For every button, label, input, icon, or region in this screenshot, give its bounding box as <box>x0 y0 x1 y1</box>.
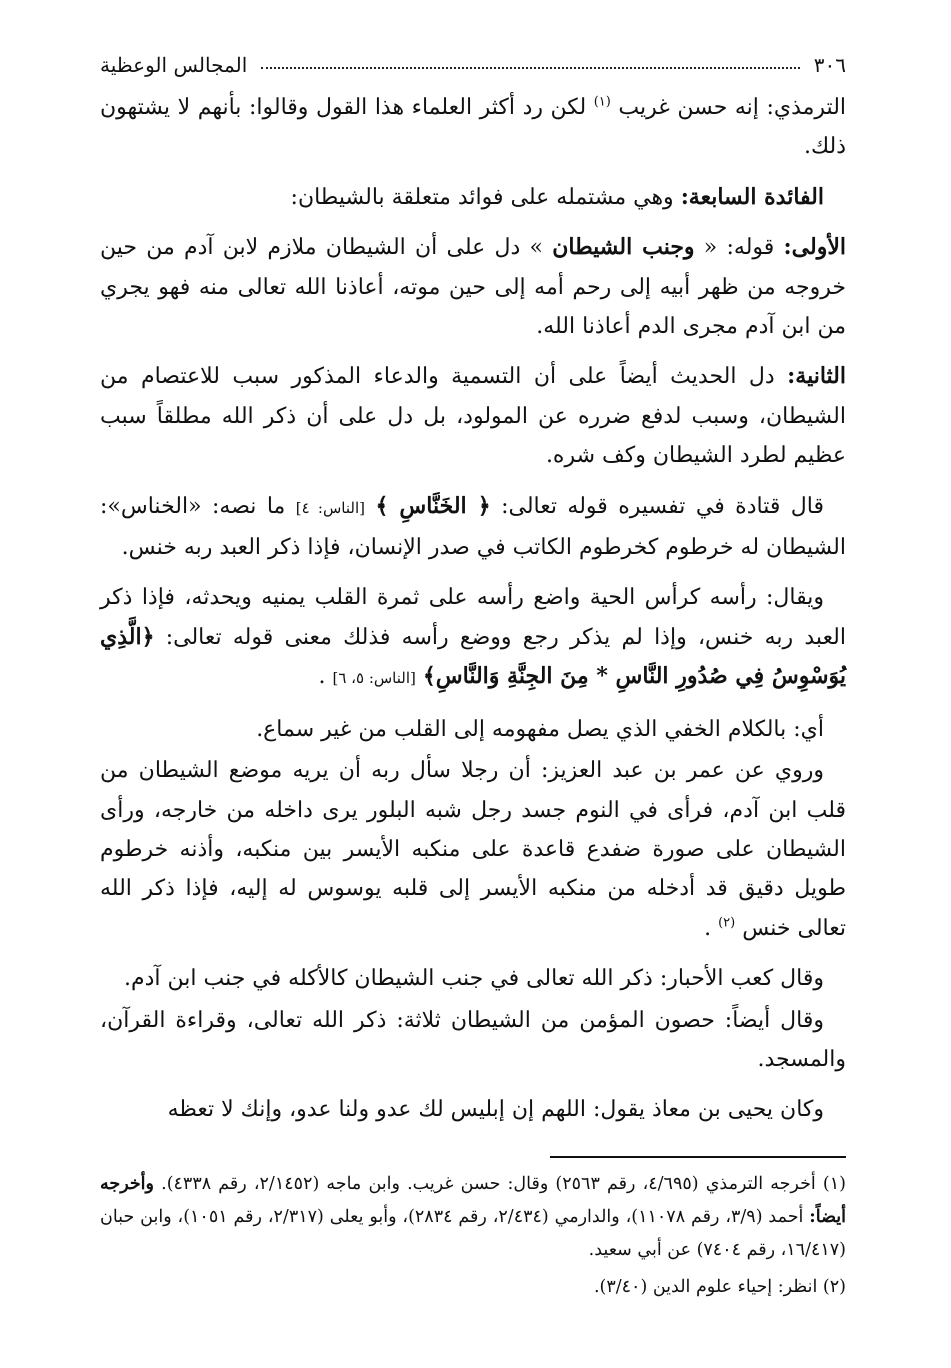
book-title: المجالس الوعظية <box>100 53 248 77</box>
quran-verse: ﴿الَّذِي يُوَسْوِسُ فِي صُدُورِ النَّاسِ * مِنَ الجِنَّةِ وَالنَّاسِ﴾ <box>100 623 846 690</box>
footnotes-section <box>100 1168 846 1308</box>
header-dotted-leader <box>261 67 800 69</box>
paragraph-kab-al-ahbar <box>100 959 846 998</box>
paragraph-text: . <box>318 664 326 690</box>
paragraph-tirmidhi-note <box>100 88 846 167</box>
running-header <box>100 50 846 80</box>
paragraph-text: » دل على أن الشيطان ملازم لابن آدم من حين خروجه من ظهر أبيه إلى رحم أمه إلى حين موته، أعاذنا الله تعالى منه فهو يجري من ابن آدم مجرى الدم أعاذنا الله. <box>100 235 846 340</box>
footnote-text: (١) أخرجه الترمذي (٤/٦٩٥، رقم ٢٥٦٣) وقال: حسن غريب. وابن ماجه (٢/١٤٥٢، رقم ٤٣٣٨). <box>154 1174 846 1194</box>
paragraph-text: ويقال: رأسه كرأس الحية واضع رأسه على ثمرة القلب يمنيه ويحدثه، فإذا ذكر العبد ربه خنس، وإذا لم يذكر رجع ووضع رأسه فذلك معنى قوله تعالى: <box>100 585 846 650</box>
paragraph-text: وقال كعب الأحبار: ذكر الله تعالى في جنب الشيطان كالأكله في جنب ابن آدم. <box>123 966 824 992</box>
paragraph-umar-dream <box>100 751 846 948</box>
paragraph-text: الترمذي: إنه حسن غريب <box>618 95 847 120</box>
paragraph-hidden-speech <box>100 710 846 749</box>
verse-reference: [الناس: ٥، ٦] <box>332 669 416 688</box>
paragraph-qatada <box>100 487 846 568</box>
page-number: ٣٠٦ <box>813 53 846 77</box>
point-label: الأولى: <box>783 234 846 261</box>
paragraph-text: ما نصه: «الخناس»: الشيطان له خرطوم كخرطوم الكاتب في صدر الإنسان، فإذا ذكر العبد ربه خنس. <box>100 493 846 561</box>
paragraph-text: لكن رد أكثر العلماء هذا القول وقالوا: بأنهم لا يشتهون ذلك. <box>100 95 846 160</box>
paragraph-seventh-benefit <box>100 178 846 217</box>
paragraph-yahya-bin-muadh <box>100 1090 846 1129</box>
paragraph-text: وهي مشتمله على فوائد متعلقة بالشيطان: <box>290 184 674 210</box>
footnote-1 <box>100 1168 846 1267</box>
hadith-quote: وجنب الشيطان <box>552 234 695 261</box>
paragraph-believer-fortresses <box>100 1001 846 1080</box>
paragraph-text: قال قتادة في تفسيره قوله تعالى: <box>490 493 824 519</box>
paragraph-text: وقال أيضاً: حصون المؤمن من الشيطان ثلاثة: ذكر الله تعالى، وقراءة القرآن، والمسجد. <box>100 1007 846 1072</box>
footnote-reference-1[interactable]: (١) <box>593 94 611 110</box>
paragraph-second-point <box>100 357 846 475</box>
footnote-text: أحمد (٣/٩، رقم ١١٠٧٨)، والدارمي (٢/٤٣٤، رقم ٢٨٣٤)، وأبو يعلى (٢/٣١٧، رقم ١٠٥١)، وابن حبان (١٦/٤١٧، رقم ٧٤٠٤) عن أبي سعيد. <box>100 1207 846 1260</box>
paragraph-first-point <box>100 228 846 346</box>
verse-reference: [الناس: ٤] <box>295 498 365 517</box>
paragraph-text: وروي عن عمر بن عبد العزيز: أن رجلا سأل ربه أن يريه موضع الشيطان من قلب ابن آدم، فرأى في النوم جسد رجل شبه البلور يرى داخله من خارجه، ورأى الشيطان على صورة ضفدع قاعدة على منكبه الأيسر بين منكبه، وأذنه خرطوم طويل دقيق قد أدخله من منكبه الأيسر إلى قلبه يوسوس له إليه، فإذا ذكر الله تعالى خنس <box>100 758 846 941</box>
footnote-bold-text: وأخرجه أيضاً: <box>100 1174 846 1227</box>
paragraph-text: دل الحديث أيضاً على أن التسمية والدعاء المذكور سبب للاعتصام من الشيطان، وسبب لدفع ضرره عن المولود، بل دل على أن ذكر الله مطلقاً سبب عظيم لطرد الشيطان وكف شره. <box>100 364 846 469</box>
point-label: الثانية: <box>787 363 846 390</box>
footnote-2 <box>100 1271 846 1304</box>
footnote-separator <box>550 1156 846 1158</box>
footnote-text: (٢) انظر: إحياء علوم الدين (٣/٤٠). <box>593 1277 846 1297</box>
paragraph-text: وكان يحيى بن معاذ يقول: اللهم إن إبليس لك عدو ولنا عدو، وإنك لا تعظه <box>167 1097 824 1123</box>
paragraph-text: . <box>704 915 712 941</box>
paragraph-text: قوله: « <box>703 235 775 261</box>
paragraph-snake-head <box>100 578 846 698</box>
book-page <box>100 50 847 1297</box>
paragraph-text: أي: بالكلام الخفي الذي يصل مفهومه إلى القلب من غير سماع. <box>256 716 824 742</box>
section-label: الفائدة السابعة: <box>680 183 824 210</box>
footnote-reference-2[interactable]: (٢) <box>718 915 736 931</box>
quran-verse: ﴿ الخَنَّاسِ ﴾ <box>375 492 491 519</box>
